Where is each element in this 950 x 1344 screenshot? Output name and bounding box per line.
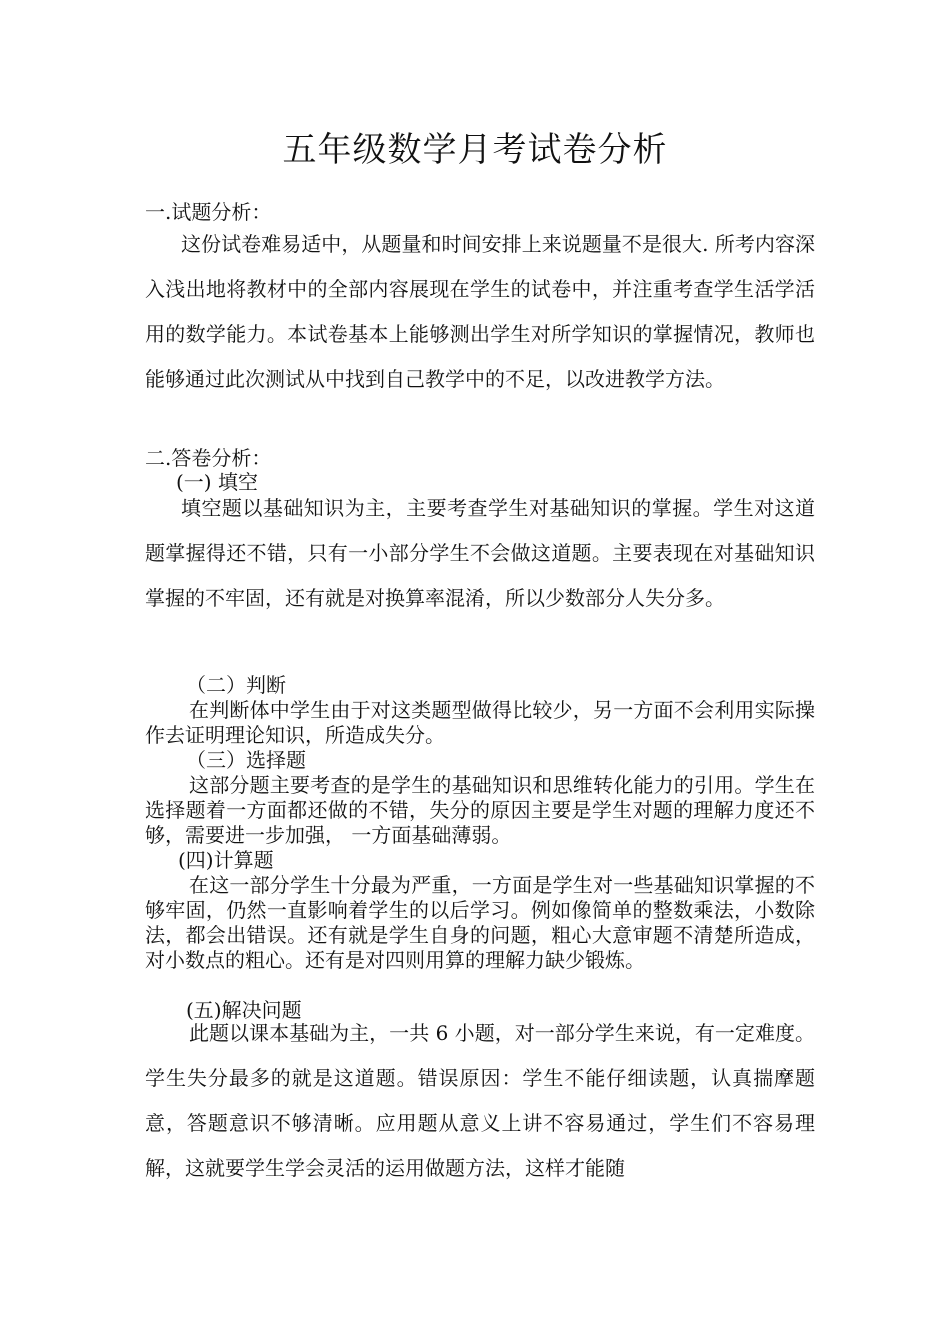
part5-heading: (五)解决问题 [186, 998, 302, 1022]
part3-heading: （三）选择题 [186, 748, 306, 772]
page-title: 五年级数学月考试卷分析 [282, 130, 668, 170]
section2-heading: 二.答卷分析： [145, 446, 272, 470]
part2-body-block [145, 698, 815, 748]
part1-paragraph: 填空题以基础知识为主，主要考查学生对基础知识的掌握。学生对这道题掌握得还不错，只有一小部分学生不会做这道题。主要表现在对基础知识掌握的不牢固，还有就是对换算率混淆，所以少数部分人失分多。 [145, 496, 815, 610]
part5-paragraph: 此题以课本基础为主，一共 6 小题，对一部分学生来说，有一定难度。学生失分最多的就是这道题。错误原因：学生不能仔细读题，认真揣摩题意，答题意识不够清晰。应用题从意义上讲不容易通过，学生们不容易理解，这就要学生学会灵活的运用做题方法，这样才能随 [145, 1021, 815, 1180]
part5-body-block [145, 1011, 815, 1191]
part4-body-block [145, 873, 815, 973]
section1-body-block [145, 222, 815, 402]
part4-paragraph: 在这一部分学生十分最为严重，一方面是学生对一些基础知识掌握的不够牢固，仍然一直影响着学生的以后学习。例如像简单的整数乘法，小数除法，都会出错误。还有就是学生自身的问题，粗心大意审题不清楚所造成，对小数点的粗心。还有是对四则用算的理解力缺少锻炼。 [145, 873, 815, 972]
part2-heading: （二）判断 [186, 673, 286, 697]
part3-paragraph: 这部分题主要考查的是学生的基础知识和思维转化能力的引用。学生在选择题着一方面都还做的不错，失分的原因主要是学生对题的理解力度还不够，需要进一步加强， 一方面基础薄弱。 [145, 773, 815, 847]
section1-heading: 一.试题分析： [145, 200, 272, 224]
part2-paragraph: 在判断体中学生由于对这类题型做得比较少，另一方面不会利用实际操作去证明理论知识，所造成失分。 [145, 698, 815, 747]
part3-body-block [145, 773, 815, 848]
part1-body-block [145, 486, 815, 621]
part4-heading: (四)计算题 [178, 848, 274, 872]
section1-paragraph: 这份试卷难易适中，从题量和时间安排上来说题量不是很大. 所考内容深入浅出地将教材中的全部内容展现在学生的试卷中，并注重考查学生活学活用的数学能力。本试卷基本上能够测出学生对所学知识的掌握情况，教师也能够通过此次测试从中找到自己教学中的不足，以改进教学方法。 [145, 232, 815, 391]
part1-heading: (一) 填空 [176, 470, 258, 494]
